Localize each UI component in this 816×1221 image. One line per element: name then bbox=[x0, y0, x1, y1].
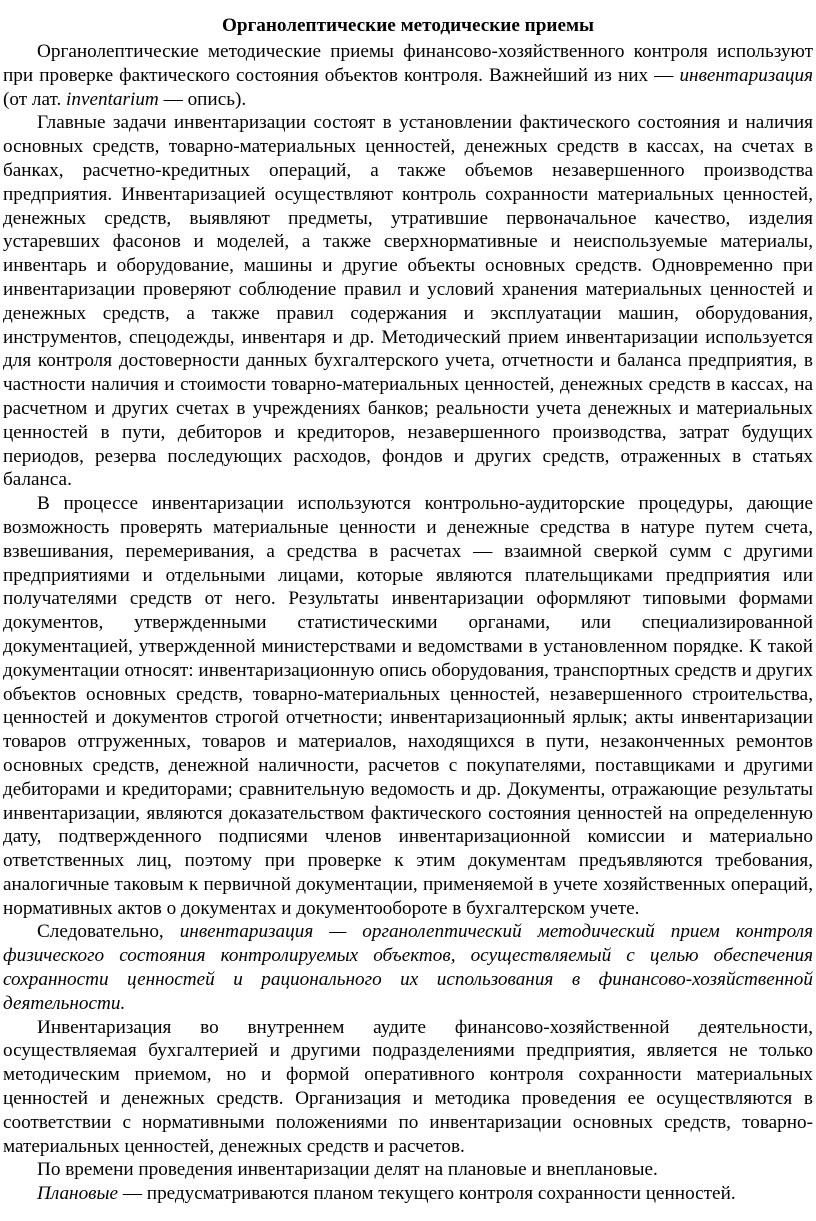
paragraph-planned bbox=[3, 1182, 813, 1206]
planned-text: — предусматриваются планом текущего контроля сохранности ценностей. bbox=[118, 1183, 736, 1205]
paragraph-internal-audit: Инвентаризация во внутреннем аудите финансово-хозяйственной деятельности, осуществляемая бухгалтерией и другими подразделениями предприятия, является не только методическим приемом, но и формой оперативного контроля сохранности материальных ценностей и денежных средств. Организация и методика проведения ее осуществляются в соответствии с нормативными положениями по инвентаризации основных средств, товарно-материальных ценностей, денежных средств и расчетов. bbox=[3, 1016, 813, 1157]
definition-lead: Следовательно, bbox=[37, 921, 180, 943]
intro-text-2: (от лат. bbox=[3, 88, 67, 110]
paragraph-intro bbox=[3, 40, 813, 111]
intro-text-3: — опись). bbox=[158, 88, 247, 110]
paragraph-definition bbox=[3, 920, 813, 1015]
page-title: Органолептические методические приемы bbox=[221, 15, 595, 36]
paragraph-procedures: В процессе инвентаризации используются контрольно-аудиторские процедуры, дающие возможность проверять материальные ценности и денежные средства в натуре путем счета, взвешивания, перемеривания, а средства в расчетах — взаимной сверкой сумм с другими предприятиями и отдельными лицами, которые являются плательщиками предприятия или получателями средств от него. Результаты инвентаризации оформляют типовыми формами документов, утвержденными статистическими органами, или специализированной документацией, утвержденной министерствами и ведомствами в установленном порядке. К такой документации относят: инвентаризационную опись оборудования, транспортных средств и других объектов основных средств, товарно-материальных ценностей, незавершенного строительства, ценностей и документов строгой отчетности; инвентаризационный ярлык; акты инвентаризации товаров отгруженных, товаров и материалов, находящихся в пути, незаконченных ремонтов основных средств, денежной наличности, расчетов с покупателями, поставщиками и другими дебиторами и кредиторами; сравнительную ведомость и др. Документы, отражающие результаты инвентаризации, являются доказательством фактического состояния ценностей на определенную дату, подтвержденного подписями членов инвентаризационной комиссии и материально ответственных лиц, поэтому при проверке к этим документам предъявляются требования, аналогичные таковым к первичной документации, применяемой в учете хозяйственных операций, нормативных актов о документах и документообороте в бухгалтерском учете. bbox=[3, 493, 813, 919]
term-planned: Плановые bbox=[37, 1183, 119, 1205]
definition-text: инвентаризация — органолептический методический прием контроля физического состояния контролируемых объектов, осуществляемый с целью обеспечения сохранности ценностей и рационального их использования в финансово-хозяйственной деятельности. bbox=[3, 921, 813, 1014]
intro-text: Органолептические методические приемы финансово-хозяйственного контроля используют при проверке фактического состояния объектов контроля. Важнейший из них — bbox=[3, 41, 813, 86]
latin-term: inventarium bbox=[66, 88, 159, 110]
term-inventory: инвентаризация bbox=[679, 64, 813, 86]
paragraph-classification: По времени проведения инвентаризации делят на плановые и внеплановые. bbox=[37, 1159, 658, 1181]
paragraph-main-tasks: Главные задачи инвентаризации состоят в установлении фактического состояния и наличия основных средств, товарно-материальных ценностей, денежных средств в кассах, на счетах в банках, расчетно-кредитных операций, а также объемов незавершенного производства предприятия. Инвентаризацией осуществляют контроль сохранности материальных ценностей, денежных средств, выявляют предметы, утратившие первоначальное качество, изделия устаревших фасонов и моделей, а также сверхнормативные и неиспользуемые материалы, инвентарь и оборудование, машины и другие объекты основных средств. Одновременно при инвентаризации проверяют соблюдение правил и условий хранения материальных ценностей и денежных средств, а также правил содержания и эксплуатации машин, оборудования, инструментов, спецодежды, инвентаря и др. Методический прием инвентаризации используется для контроля достоверности данных бухгалтерского учета, отчетности и баланса предприятия, в частности наличия и стоимости товарно-материальных ценностей, денежных средств в кассах, на расчетном и других счетах в учреждениях банков; реальности учета денежных и материальных ценностей в пути, дебиторов и кредиторов, незавершенного производства, затрат будущих периодов, резерва последующих расходов, фондов и других средств, отраженных в статьях баланса. bbox=[3, 112, 813, 491]
